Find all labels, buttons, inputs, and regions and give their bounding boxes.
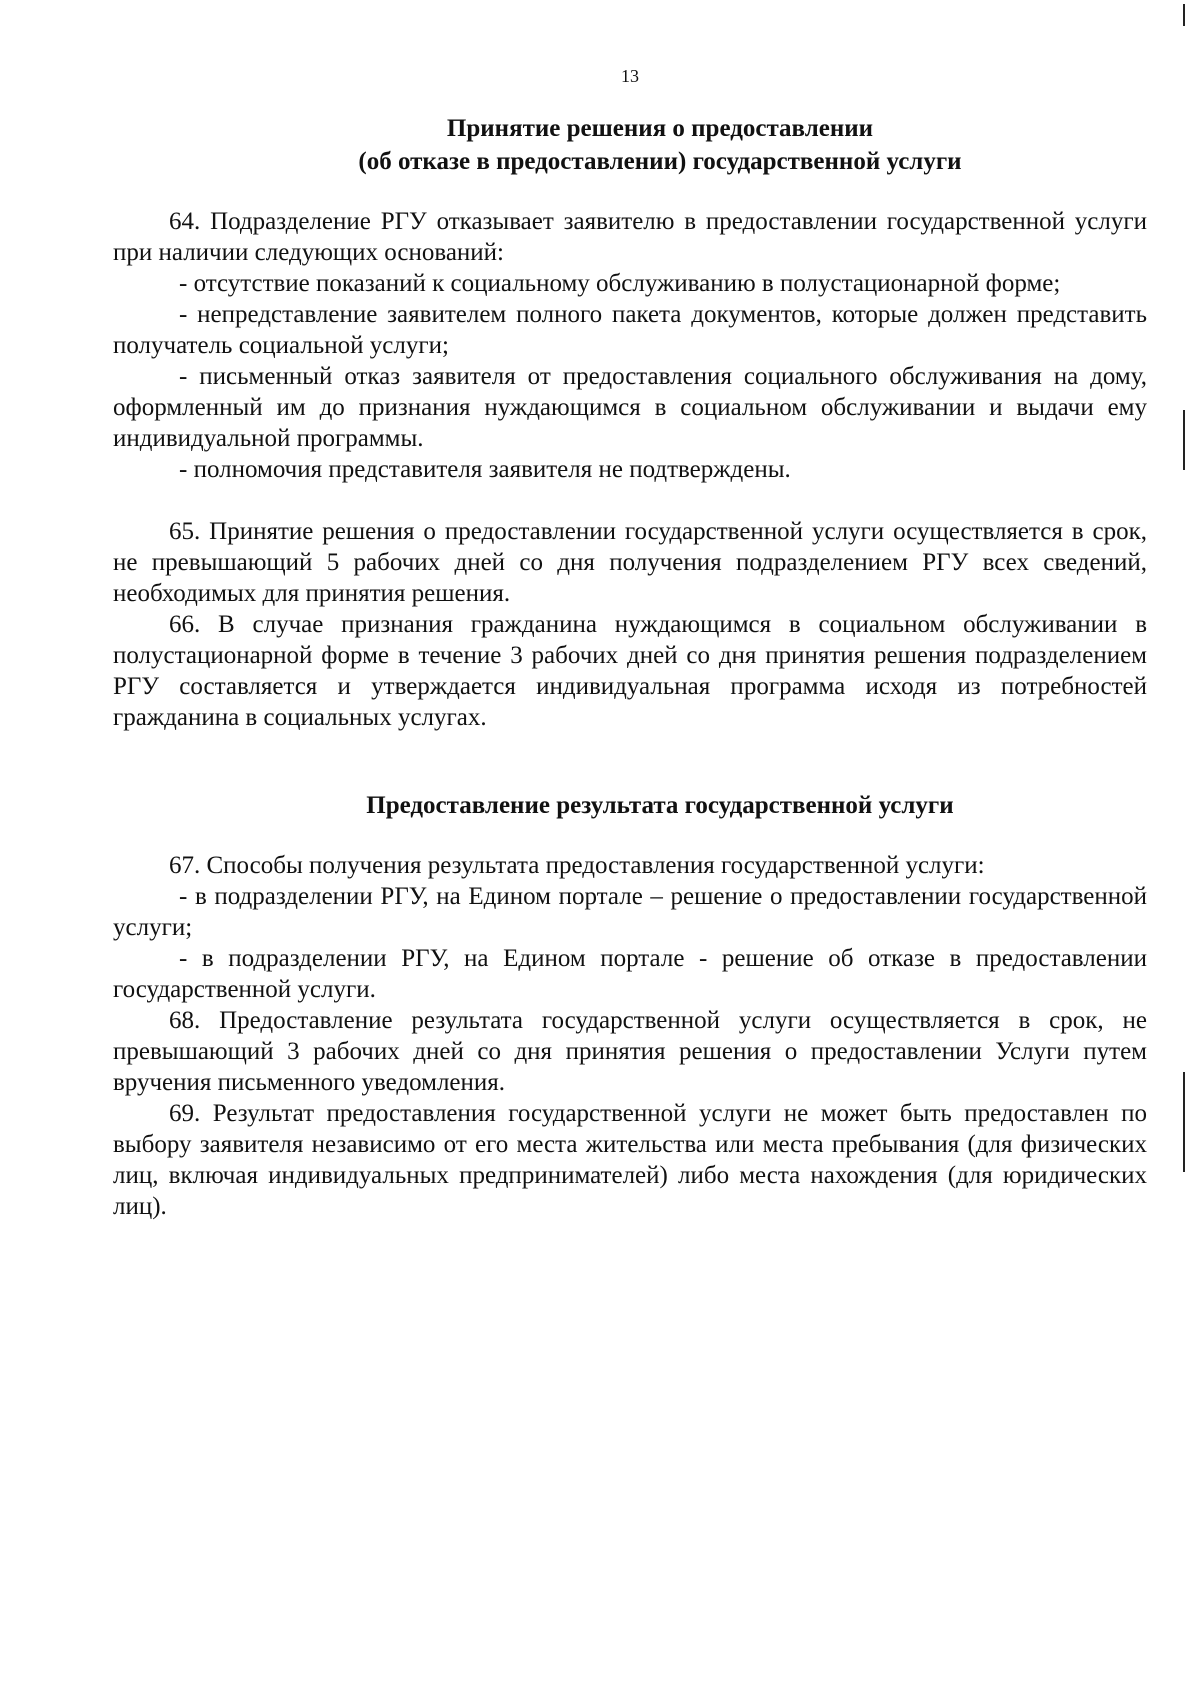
- section-heading-result: Предоставление результата государственной услуги: [366, 792, 954, 819]
- scan-edge-mark: [1183, 410, 1185, 470]
- scan-edge-mark: [1183, 4, 1185, 26]
- list-item-reason: - непредставление заявителем полного пакета документов, которые должен представить получатель социальной услуги;: [113, 301, 1147, 359]
- list-item-reason: - письменный отказ заявителя от предоставления социального обслуживания на дому, оформленный им до признания нуждающимся в социальном обслуживании и выдачи ему индивидуальной программы.: [113, 363, 1147, 452]
- scan-edge-mark: [1183, 1072, 1185, 1172]
- document-body: [113, 112, 1147, 1222]
- heading-line: Принятие решения о предоставлении: [446, 115, 874, 142]
- paragraph-66: 66. В случае признания гражданина нуждающимся в социальном обслуживании в полустационарной форме в течение 3 рабочих дней со дня принятия решения подразделением РГУ составляется и утверждается индивидуальная программа исходя из потребностей гражданина в социальных услугах.: [113, 611, 1147, 731]
- paragraph-gap: [113, 485, 1147, 516]
- paragraph-67: 67. Способы получения результата предоставления государственной услуги:: [169, 852, 985, 879]
- page-number: 13: [621, 66, 639, 86]
- list-item-method: - в подразделении РГУ, на Едином портале – решение о предоставлении государственной услуги;: [113, 883, 1147, 941]
- heading-line: (об отказе в предоставлении) государственной услуги: [358, 148, 962, 175]
- paragraph-69: 69. Результат предоставления государственной услуги не может быть предоставлен по выбору заявителя независимо от его места жительства или места пребывания (для физических лиц, включая индивидуальных предпринимателей) либо места нахождения (для юридических лиц).: [113, 1100, 1147, 1220]
- list-item-reason: - полномочия представителя заявителя не подтверждены.: [179, 456, 791, 483]
- paragraph-65: 65. Принятие решения о предоставлении государственной услуги осуществляется в срок, не превышающий 5 рабочих дней со дня получения подразделением РГУ всех сведений, необходимых для принятия решения.: [113, 518, 1147, 607]
- paragraph-68: 68. Предоставление результата государственной услуги осуществляется в срок, не превышающий 3 рабочих дней со дня принятия решения о предоставлении Услуги путем вручения письменного уведомления.: [113, 1007, 1147, 1096]
- paragraph-64: 64. Подразделение РГУ отказывает заявителю в предоставлении государственной услуги при наличии следующих оснований:: [113, 208, 1147, 266]
- list-item-method: - в подразделении РГУ, на Едином портале - решение об отказе в предоставлении государственной услуги.: [113, 945, 1147, 1003]
- section-heading-decision: [113, 112, 1147, 178]
- list-item-reason: - отсутствие показаний к социальному обслуживанию в полустационарной форме;: [179, 270, 1061, 297]
